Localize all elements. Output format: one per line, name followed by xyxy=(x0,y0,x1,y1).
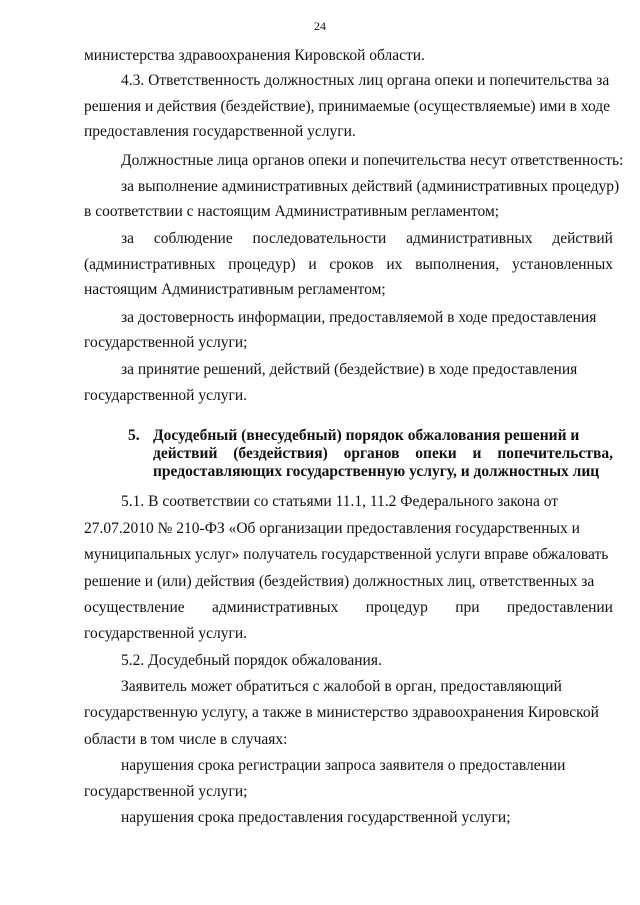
text-line: решение и (или) действия (бездействия) должностных лиц, ответственных за xyxy=(84,573,595,590)
word: последовательности xyxy=(252,230,387,247)
word: осуществление xyxy=(84,599,185,616)
word: за xyxy=(121,230,135,247)
section-number: 5. xyxy=(128,427,140,444)
text-line: за достоверность информации, предоставляемой в ходе предоставления xyxy=(121,309,597,326)
text-line: государственной услуги; xyxy=(84,783,248,800)
text-line: министерства здравоохранения Кировской области. xyxy=(84,47,425,64)
word: опеки xyxy=(415,445,457,462)
word: попечительства, xyxy=(497,445,613,462)
text-line: государственной услуги. xyxy=(84,387,247,404)
word: административных xyxy=(406,230,533,247)
word: предоставлении xyxy=(506,599,613,616)
word: (административных xyxy=(84,256,216,273)
text-line: нарушения срока предоставления государственной услуги; xyxy=(121,809,511,826)
text-line: государственной услуги. xyxy=(84,625,247,642)
word: и xyxy=(308,256,317,273)
text-line: государственной услуги; xyxy=(84,334,248,351)
word: органов xyxy=(343,445,400,462)
word: сроков xyxy=(329,256,374,273)
section-heading-line xyxy=(153,445,613,463)
word: (бездействия) xyxy=(233,445,328,462)
word: при xyxy=(455,599,480,616)
word: процедур) xyxy=(228,256,296,273)
section-heading-line: предоставляющих государственную услугу, и должностных лиц xyxy=(153,463,600,480)
text-line: 27.07.2010 № 210-ФЗ «Об организации предоставления государственных и xyxy=(84,520,580,537)
word: соблюдение xyxy=(153,230,233,247)
text-line: Заявитель может обратиться с жалобой в орган, предоставляющий xyxy=(121,678,562,695)
text-line: 5.2. Досудебный порядок обжалования. xyxy=(121,652,382,669)
text-line: настоящим Административным регламентом; xyxy=(84,281,386,298)
justified-line xyxy=(84,599,613,617)
word: действий xyxy=(552,230,613,247)
text-line: решения и действия (бездействие), принимаемые (осуществляемые) ими в ходе xyxy=(84,98,611,115)
text-line: за выполнение административных действий (административных процедур) xyxy=(121,178,620,195)
word: установленных xyxy=(512,256,613,273)
text-line: 4.3. Ответственность должностных лиц органа опеки и попечительства за xyxy=(121,72,610,89)
section-heading-line: Досудебный (внесудебный) порядок обжалования решений и xyxy=(153,427,580,444)
word: их xyxy=(386,256,403,273)
word: и xyxy=(472,445,482,462)
text-line: государственную услугу, а также в министерство здравоохранения Кировской xyxy=(84,704,599,721)
word: процедур xyxy=(365,599,428,616)
text-line: за принятие решений, действий (бездействие) в ходе предоставления xyxy=(121,361,578,378)
page-number: 24 xyxy=(314,19,326,33)
text-line: нарушения срока регистрации запроса заявителя о предоставлении xyxy=(121,757,566,774)
justified-line xyxy=(84,256,613,274)
justified-line xyxy=(121,230,613,248)
text-line: 5.1. В соответствии со статьями 11.1, 11.2 Федерального закона от xyxy=(121,493,559,510)
word: административных xyxy=(211,599,339,616)
text-line: области в том числе в случаях: xyxy=(84,731,288,748)
text-line: муниципальных услуг» получатель государственной услуги вправе обжаловать xyxy=(84,546,609,563)
word: выполнения, xyxy=(415,256,500,273)
text-line: Должностные лица органов опеки и попечительства несут ответственность: xyxy=(121,152,624,169)
text-line: в соответствии с настоящим Административным регламентом; xyxy=(84,203,500,220)
word: действий xyxy=(153,445,218,462)
text-line: предоставления государственной услуги. xyxy=(84,123,356,140)
